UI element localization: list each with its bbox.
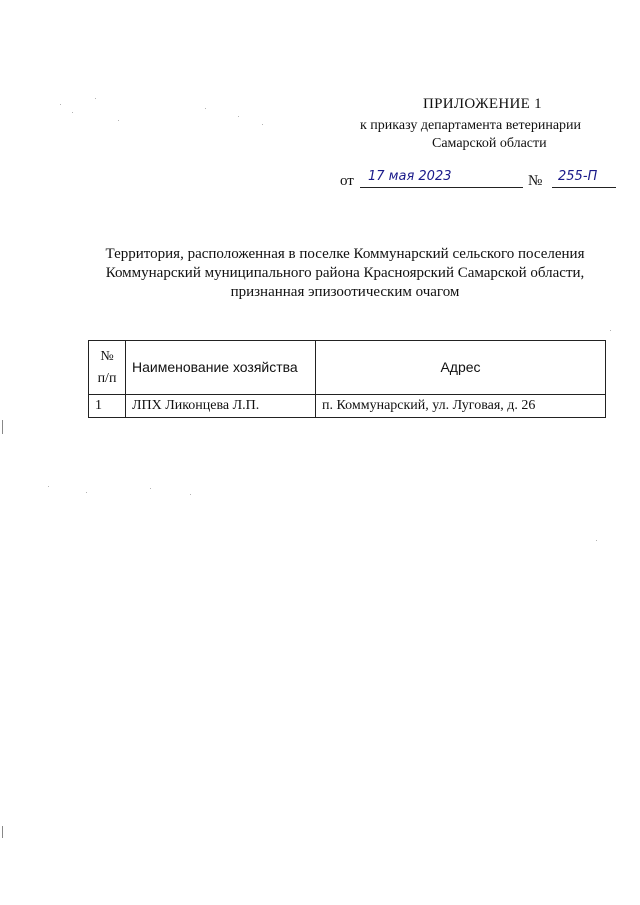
appendix-subtitle-line1: к приказу департамента ветеринарии xyxy=(360,118,582,133)
order-date-handwritten: 17 мая 2023 xyxy=(368,169,452,184)
row-owner: ЛПХ Ликонцева Л.П. xyxy=(126,395,316,418)
territory-heading-line3: признанная эпизоотическим очагом xyxy=(230,284,460,300)
header-address-label: Адрес xyxy=(440,358,481,375)
header-number xyxy=(89,341,126,395)
territory-heading-line2: Коммунарский муниципального района Красноярский Самарской области, xyxy=(105,265,585,281)
header-number-abbr: п/п xyxy=(97,370,117,386)
order-number-handwritten: 255-П xyxy=(558,169,598,184)
territory-heading-line1: Территория, расположенная в поселке Коммунарский сельского поселения xyxy=(105,246,585,262)
order-number-field xyxy=(552,170,616,188)
header-owner xyxy=(126,341,316,395)
header-owner-label: Наименование хозяйства xyxy=(132,358,298,375)
header-number-symbol: № xyxy=(100,348,114,364)
appendix-subtitle-line2: Самарской области xyxy=(432,136,547,151)
territory-heading xyxy=(80,245,610,302)
outbreak-table xyxy=(88,340,606,418)
row-number: 1 xyxy=(89,395,126,418)
order-number-label: № xyxy=(528,173,543,189)
order-reference xyxy=(340,170,620,192)
appendix-title: ПРИЛОЖЕНИЕ 1 xyxy=(423,96,542,112)
order-date-field xyxy=(360,170,523,188)
header-address xyxy=(316,341,606,395)
row-address: п. Коммунарский, ул. Луговая, д. 26 xyxy=(316,395,606,418)
table-row xyxy=(89,395,606,418)
order-date-label: от xyxy=(340,173,354,189)
table-header-row xyxy=(89,341,606,395)
